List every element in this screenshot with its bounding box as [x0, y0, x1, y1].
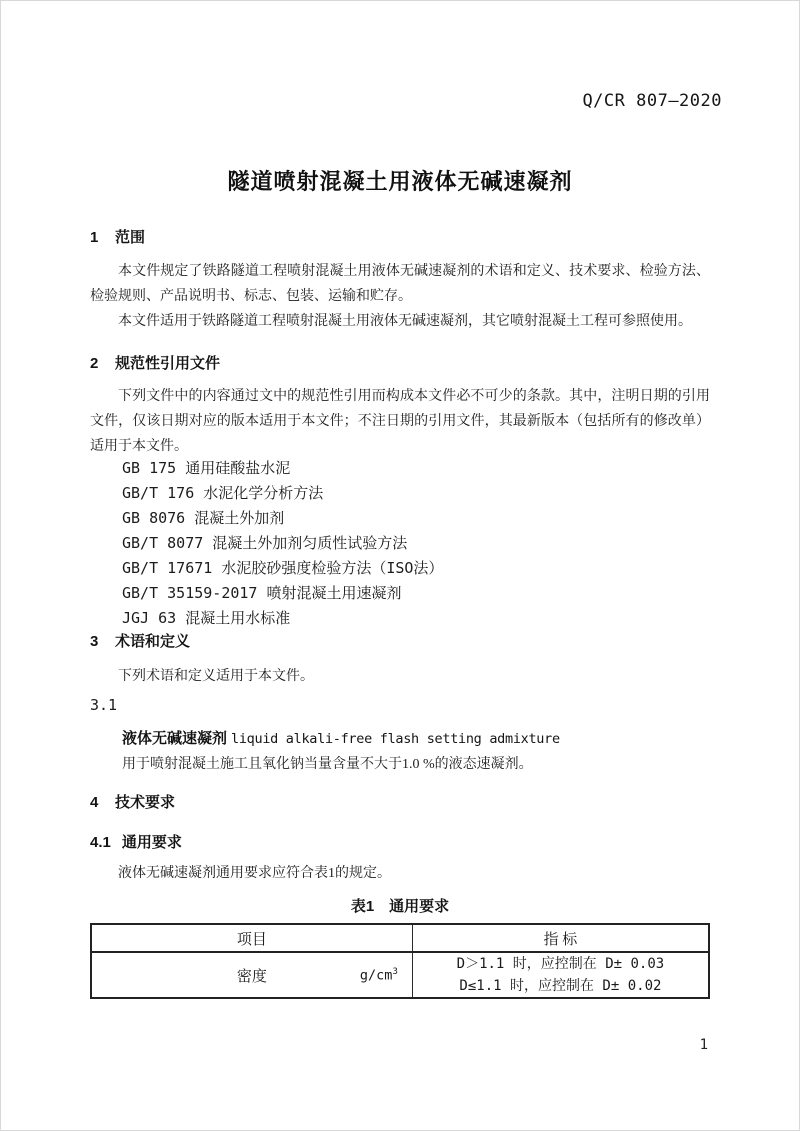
section-1-heading — [90, 226, 710, 247]
term-chinese: 液体无碱速凝剂 — [122, 730, 228, 747]
table-header-row — [91, 924, 709, 952]
section-3-paragraph-1: 下列术语和定义适用于本文件。 — [118, 669, 314, 684]
term-english: liquid alkali-free flash setting admixture — [231, 731, 560, 747]
doc-number: Q/CR 807—2020 — [582, 91, 722, 111]
reference-item: JGJ 63 混凝土用水标准 — [122, 609, 291, 627]
section-4-heading — [90, 791, 710, 812]
page-title: 隧道喷射混凝土用液体无碱速凝剂 — [227, 169, 573, 194]
section-2-paragraph-1: 下列文件中的内容通过文中的规范性引用而构成本文件必不可少的条款。其中，注明日期的引用文件，仅该日期对应的版本适用于本文件；不注日期的引用文件，其最新版本（包括所有的修改单）适用于本文件。 — [90, 389, 710, 454]
section-2-body — [90, 384, 710, 459]
section-1-title: 范围 — [115, 229, 146, 246]
table-cell-item — [91, 952, 412, 998]
section-1-paragraph-1: 本文件规定了铁路隧道工程喷射混凝土用液体无碱速凝剂的术语和定义、技术要求、检验方法、检验规则、产品说明书、标志、包装、运输和贮存。 — [90, 264, 710, 304]
table-cell-spec — [412, 952, 709, 998]
spec-line-1: D＞1.1 时，应控制在 D± 0.03 — [456, 956, 665, 972]
section-3-number: 3 — [90, 633, 99, 650]
section-1-number: 1 — [90, 229, 99, 246]
table-1-general-requirements — [90, 923, 710, 999]
section-4-1-body — [90, 861, 710, 886]
section-4-title: 技术要求 — [115, 794, 176, 811]
table-row — [91, 952, 709, 998]
reference-item: GB/T 8077 混凝土外加剂匀质性试验方法 — [122, 534, 408, 552]
section-4-1-paragraph-1: 液体无碱速凝剂通用要求应符合表1的规定。 — [118, 866, 391, 881]
clause-3-1-number: 3.1 — [90, 696, 118, 714]
reference-item: GB/T 17671 水泥胶砂强度检验方法（ISO法） — [122, 559, 444, 577]
table-1-caption: 表1 通用要求 — [350, 898, 450, 915]
section-4-1-heading — [90, 831, 710, 852]
table-header-item: 项目 — [91, 924, 412, 952]
property-name: 密度 — [236, 968, 267, 985]
section-3-heading — [90, 630, 710, 651]
reference-item: GB/T 35159-2017 喷射混凝土用速凝剂 — [122, 584, 402, 602]
section-2-number: 2 — [90, 355, 99, 372]
section-1-paragraph-2: 本文件适用于铁路隧道工程喷射混凝土用液体无碱速凝剂，其它喷射混凝土工程可参照使用。 — [118, 314, 692, 329]
section-2-heading — [90, 352, 710, 373]
property-unit: $g/cm^3$ — [359, 966, 398, 984]
table-header-spec: 指 标 — [412, 924, 709, 952]
section-2-title: 规范性引用文件 — [115, 355, 221, 372]
section-3-title: 术语和定义 — [115, 633, 191, 650]
reference-item: GB/T 176 水泥化学分析方法 — [122, 484, 324, 502]
term-definition-block — [122, 726, 682, 778]
section-1-body — [90, 259, 710, 334]
term-definition-text: 用于喷射混凝土施工且氧化钠当量含量不大于1.0 %的液态速凝剂。 — [122, 757, 533, 772]
section-3-body — [90, 664, 710, 689]
section-4-number: 4 — [90, 794, 99, 811]
page-number: 1 — [699, 1037, 708, 1053]
normative-reference-list — [90, 456, 710, 631]
section-4-1-number: 4.1 — [90, 834, 111, 851]
reference-item: GB 8076 混凝土外加剂 — [122, 509, 285, 527]
term-line — [122, 726, 682, 752]
reference-item: GB 175 通用硅酸盐水泥 — [122, 459, 291, 477]
spec-line-2: D≤1.1 时，应控制在 D± 0.02 — [459, 978, 662, 994]
section-4-1-title: 通用要求 — [121, 834, 182, 851]
